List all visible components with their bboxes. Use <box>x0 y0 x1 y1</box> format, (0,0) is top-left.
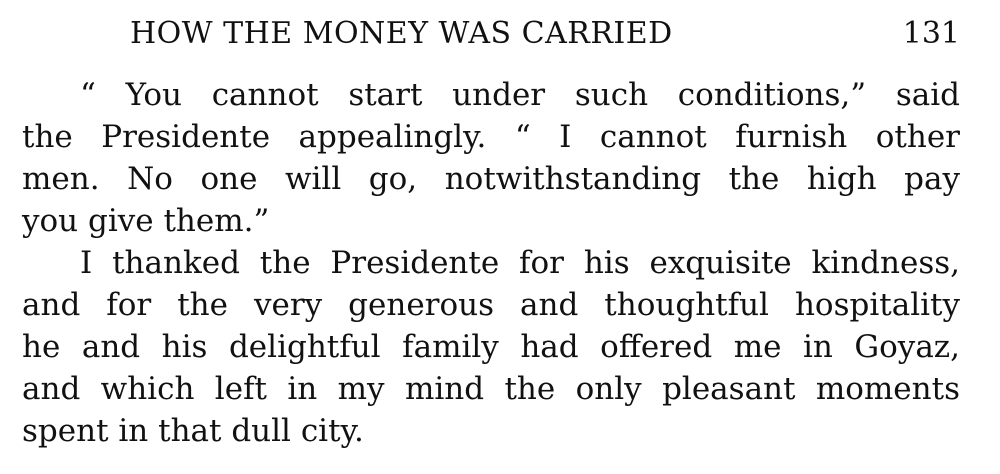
paragraph-1-line-2: the Presidente appealingly. “ I cannot furnish other <box>22 119 960 155</box>
body-text <box>22 74 960 452</box>
paragraph-1-line-1: “ You cannot start under such conditions,” said <box>80 77 960 113</box>
running-head <box>130 12 960 56</box>
paragraph-1-line-3: men. No one will go, notwithstanding the high pay <box>22 161 960 197</box>
paragraph-2-line-4: and which left in my mind the only pleasant moments <box>22 371 960 407</box>
paragraph-2-line-1: I thanked the Presidente for his exquisite kindness, <box>80 245 960 281</box>
paragraph-2-line-2: and for the very generous and thoughtful hospitality <box>22 287 960 323</box>
paragraph-1-line-4: you give them.” <box>22 203 270 239</box>
page-number: 131 <box>902 16 960 51</box>
paragraph-2-line-5: spent in that dull city. <box>22 413 364 449</box>
paragraph-2-line-3: he and his delightful family had offered me in Goyaz, <box>22 329 960 365</box>
running-title: HOW THE MONEY WAS CARRIED <box>130 16 673 51</box>
